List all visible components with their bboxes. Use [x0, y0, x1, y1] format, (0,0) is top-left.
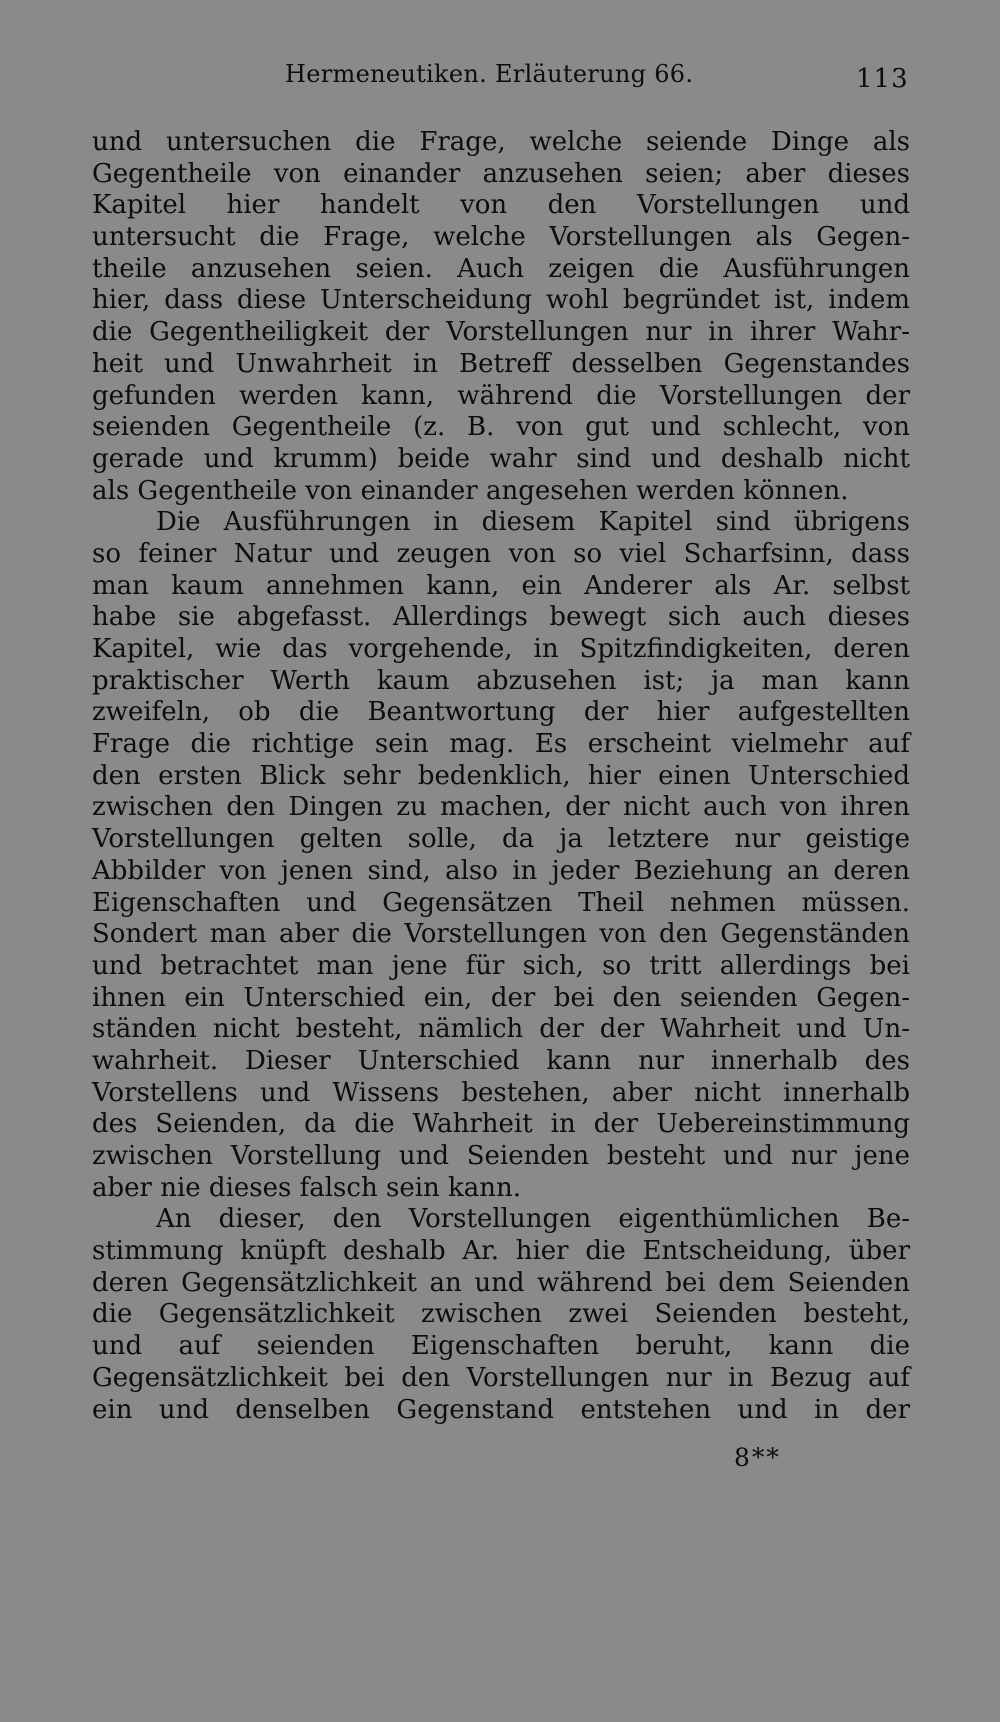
text-line: den ersten Blick sehr bedenklich, hier einen Unterschied	[92, 760, 910, 791]
text-line: untersucht die Frage, welche Vorstellungen als Gegen-	[92, 222, 910, 253]
text-line: des Seienden, da die Wahrheit in der Uebereinstimmung	[92, 1109, 910, 1140]
text-line: und untersuchen die Frage, welche seiende Dinge als	[92, 127, 910, 157]
text-line: gefunden werden kann, während die Vorstellungen der	[92, 380, 910, 411]
page-header	[0, 60, 1000, 100]
text-line: praktischer Werth kaum abzusehen ist; ja man kann	[92, 665, 910, 696]
running-title: Hermeneutiken. Erläuterung 66.	[285, 60, 694, 88]
text-line: Abbilder von jenen sind, also in jeder Beziehung an deren	[92, 855, 910, 886]
text-line: aber nie dieses falsch sein kann.	[92, 1172, 522, 1203]
text-line: heit und Unwahrheit in Betreff desselben Gegenstandes	[92, 348, 910, 379]
text-line: zwischen den Dingen zu machen, der nicht auch von ihren	[92, 792, 910, 823]
text-line: Kapitel hier handelt von den Vorstellungen und	[92, 190, 910, 221]
text-line: man kaum annehmen kann, ein Anderer als Ar. selbst	[92, 570, 910, 601]
text-line: gerade und krumm) beide wahr sind und deshalb nicht	[92, 443, 910, 474]
paragraph-start-line: Die Ausführungen in diesem Kapitel sind übrigens	[156, 507, 910, 538]
body-text	[92, 127, 910, 1426]
text-line: zweifeln, ob die Beantwortung der hier aufgestellten	[92, 697, 910, 728]
text-line: die Gegensätzlichkeit zwischen zwei Seienden besteht,	[92, 1299, 910, 1330]
signature-mark: 8**	[734, 1443, 781, 1472]
page-number: 113	[856, 64, 909, 94]
paragraph-start-line: An dieser, den Vorstellungen eigenthümlichen Be-	[156, 1204, 910, 1235]
text-line: Eigenschaften und Gegensätzen Theil nehmen müssen.	[92, 887, 910, 918]
text-line: stimmung knüpft deshalb Ar. hier die Entscheidung, über	[92, 1236, 910, 1267]
text-line: Frage die richtige sein mag. Es erscheint vielmehr auf	[92, 729, 910, 760]
text-line: Vorstellungen gelten solle, da ja letztere nur geistige	[92, 824, 910, 855]
text-line: wahrheit. Dieser Unterschied kann nur innerhalb des	[92, 1045, 910, 1076]
text-line: Vorstellens und Wissens bestehen, aber nicht innerhalb	[92, 1077, 910, 1108]
text-line: habe sie abgefasst. Allerdings bewegt sich auch dieses	[92, 602, 910, 633]
text-line: so feiner Natur und zeugen von so viel Scharfsinn, dass	[92, 538, 910, 569]
text-line: Gegentheile von einander anzusehen seien; aber dieses	[92, 158, 910, 189]
text-line: ihnen ein Unterschied ein, der bei den seienden Gegen-	[92, 982, 910, 1013]
text-line: als Gegentheile von einander angesehen werden können.	[92, 475, 849, 506]
text-line: Gegensätzlichkeit bei den Vorstellungen nur in Bezug auf	[92, 1362, 910, 1393]
text-line: hier, dass diese Unterscheidung wohl begründet ist, indem	[92, 285, 910, 316]
text-line: theile anzusehen seien. Auch zeigen die Ausführungen	[92, 253, 910, 284]
text-line: seienden Gegentheile (z. B. von gut und schlecht, von	[92, 412, 910, 443]
text-line: zwischen Vorstellung und Seienden besteht und nur jene	[92, 1141, 910, 1171]
text-line: Sondert man aber die Vorstellungen von den Gegenständen	[92, 919, 910, 950]
text-line: ständen nicht besteht, nämlich der der Wahrheit und Un-	[92, 1014, 910, 1045]
text-line: Kapitel, wie das vorgehende, in Spitzfindigkeiten, deren	[92, 634, 910, 664]
text-line: ein und denselben Gegenstand entstehen und in der	[92, 1394, 910, 1425]
text-line: und auf seienden Eigenschaften beruht, kann die	[92, 1331, 910, 1362]
text-line: die Gegentheiligkeit der Vorstellungen nur in ihrer Wahr-	[92, 317, 910, 348]
text-line: und betrachtet man jene für sich, so tritt allerdings bei	[92, 950, 910, 981]
text-line: deren Gegensätzlichkeit an und während bei dem Seienden	[92, 1267, 910, 1298]
